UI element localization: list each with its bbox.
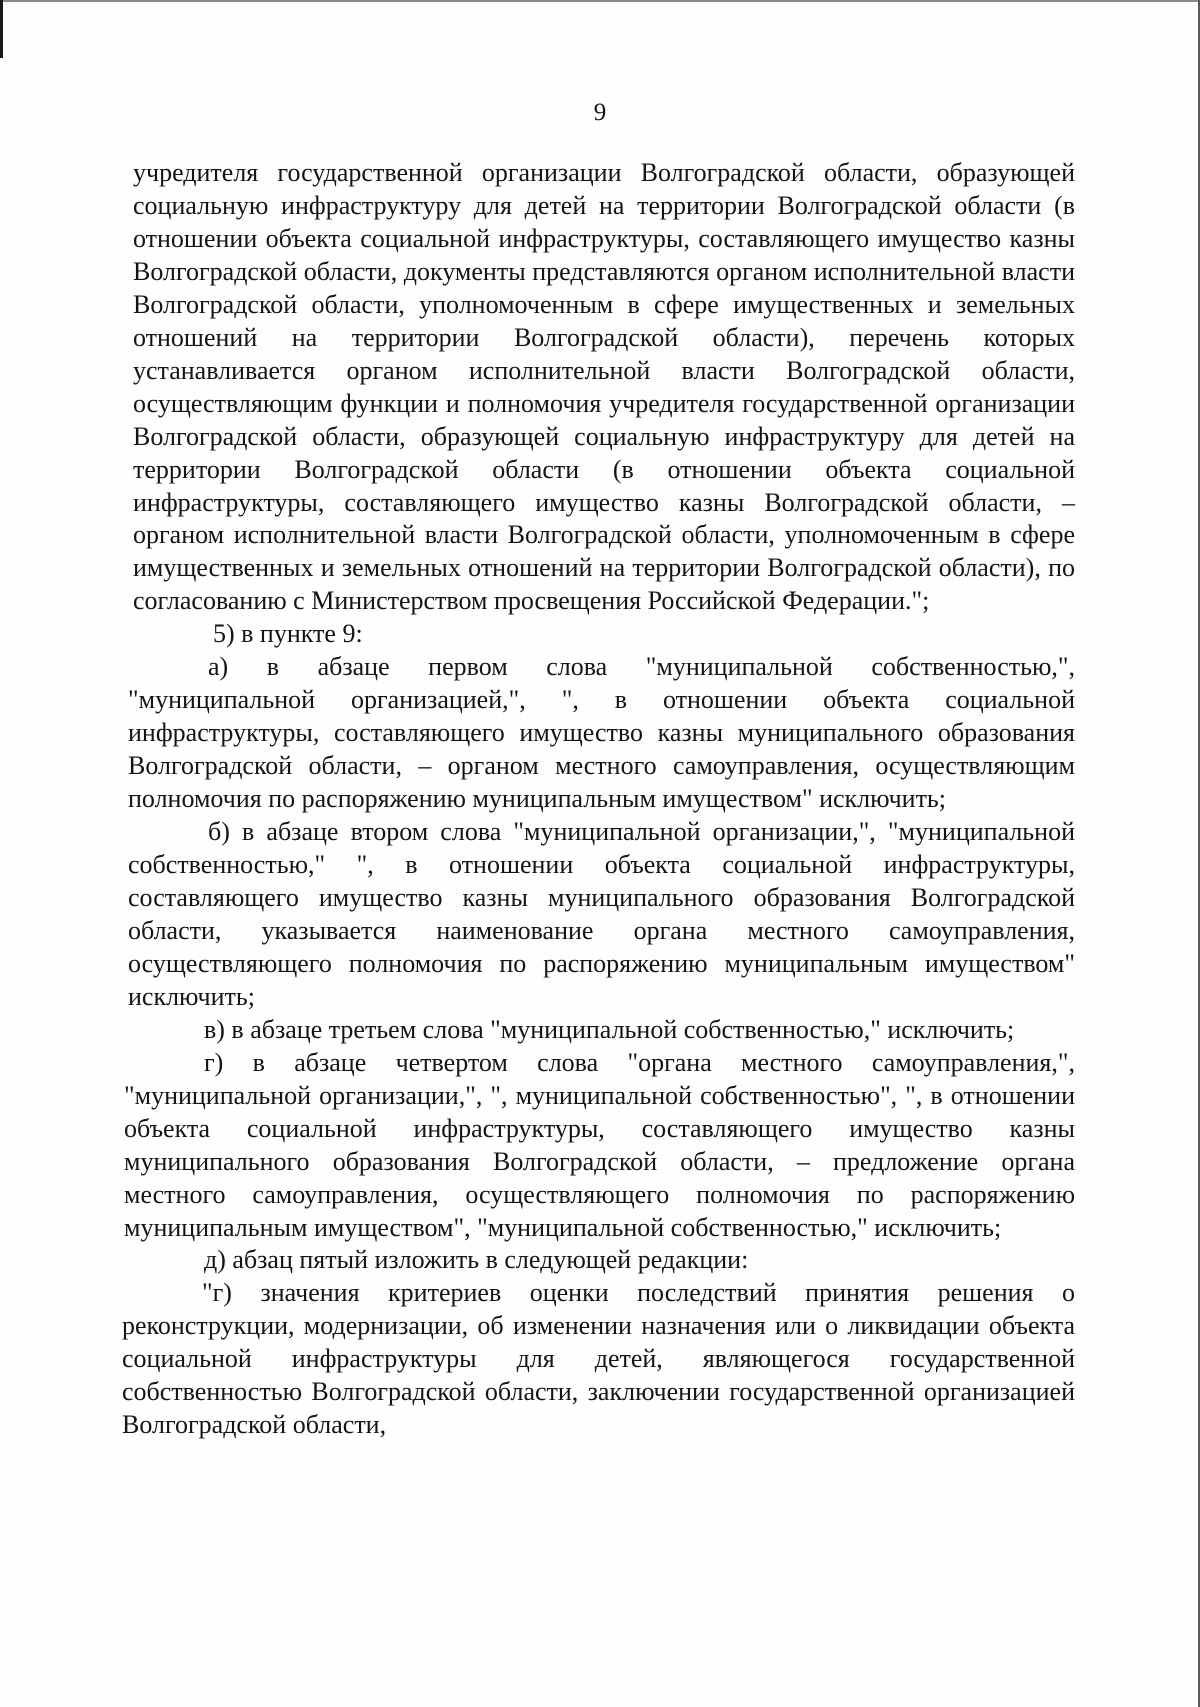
paragraph-subitem-b: б) в абзаце втором слова "муниципальной организации,", "муниципальной собственностью," ", в отношении объекта социальной инфраструктуры, составляющего имущество казны муниципального образования Волгоградской области, указывается наименование органа местного самоуправления, осуществляющего полномочия по распоряжению муниципальным имуществом" исключить;	[128, 817, 1075, 1011]
scan-edge-left	[0, 0, 3, 58]
paragraph-subitem-d: д) абзац пятый изложить в следующей редакции:	[204, 1245, 749, 1275]
paragraph-new-wording: "г) значения критериев оценки последствий принятия решения о реконструкции, модернизации, об изменении назначения или о ликвидации объекта социальной инфраструктуры для детей, являющегося государственной собственностью Волгоградской области, заключении государственной организацией Волгоградской области,	[122, 1278, 1075, 1440]
paragraph-subitem-a: а) в абзаце первом слова "муниципальной собственностью,", "муниципальной организацией,", ", в отношении объекта социальной инфраструктуры, составляющего имущество казны муниципального образования Волгоградской области, – органом местного самоуправления, осуществляющим полномочия по распоряжению муниципальным имуществом" исключить;	[128, 652, 1075, 814]
paragraph-continuation: учредителя государственной организации Волгоградской области, образующей социальную инфраструктуру для детей на территории Волгоградской области (в отношении объекта социальной инфраструктуры, составляющего имущество казны Волгоградской области, документы представляются органом исполнительной власти Волгоградской области, уполномоченным в сфере имущественных и земельных отношений на территории Волгоградской области), перечень которых устанавливается органом исполнительной власти Волгоградской области, осуществляющим функции и полномочия учредителя государственной организации Волгоградской области, образующей социальную инфраструктуру для детей на территории Волгоградской области (в отношении объекта социальной инфраструктуры, составляющего имущество казны Волгоградской области, – органом исполнительной власти Волгоградской области, уполномоченным в сфере имущественных и земельных отношений на территории Волгоградской области), по согласованию с Министерством просвещения Российской Федерации.";	[133, 158, 1075, 616]
scan-edge-top	[0, 0, 1200, 2]
paragraph-subitem-v: в) в абзаце третьем слова "муниципальной собственностью," исключить;	[204, 1014, 1015, 1044]
paragraph-item-5: 5) в пункте 9:	[213, 619, 363, 649]
page-number: 9	[593, 99, 607, 126]
document-body	[122, 157, 1075, 1442]
paragraph-subitem-g: г) в абзаце четвертом слова "органа местного самоуправления,", "муниципальной организации,", ", муниципальной собственностью", ", в отношении объекта социальной инфраструктуры, составляющего имущество казны муниципального образования Волгоградской области, – предложение органа местного самоуправления, осуществляющего полномочия по распоряжению муниципальным имуществом", "муниципальной собственностью," исключить;	[124, 1047, 1075, 1242]
